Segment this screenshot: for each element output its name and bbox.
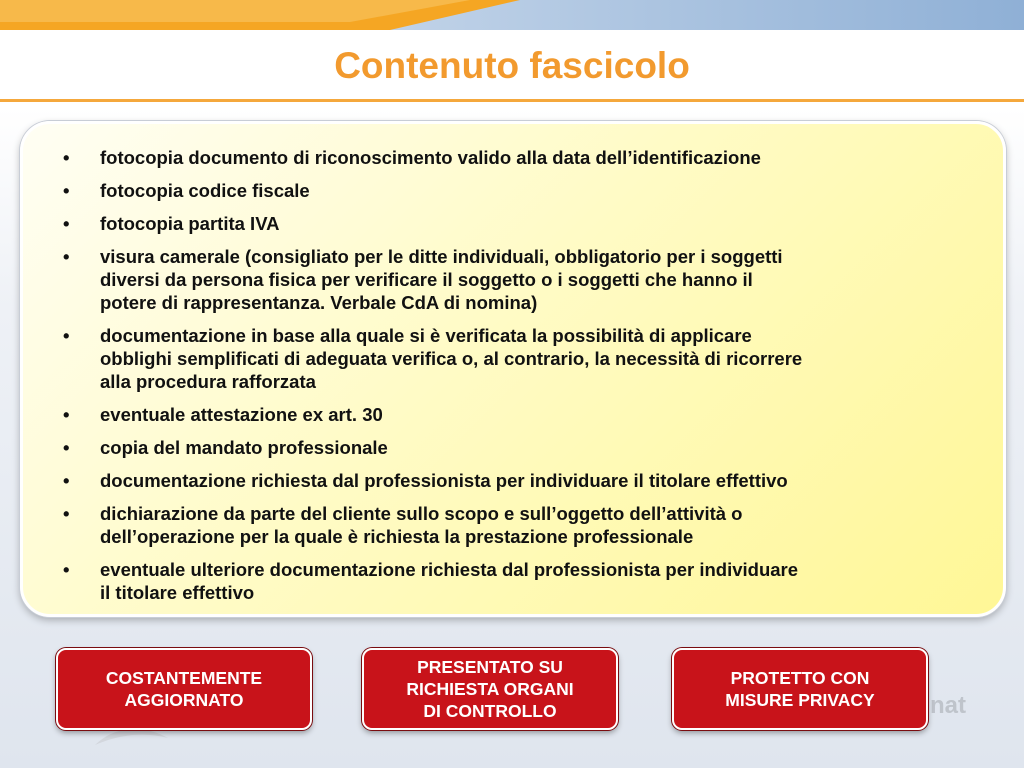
list-item-text: visura camerale (consigliato per le ditte individuali, obbligatorio per i soggetti diversi da persona fisica per verificare il soggetto o i soggetti che hanno il potere di rappresentanza. Verbale CdA di nomina) (100, 246, 783, 313)
list-item-text: fotocopia codice fiscale (100, 180, 310, 201)
header-decoration (0, 0, 1024, 30)
bullet-icon: • (63, 147, 70, 168)
list-item-text: dichiarazione da parte del cliente sullo scopo e sull’oggetto dell’attività o dell’operazione per la quale è richiesta la prestazione professionale (100, 503, 743, 547)
bullet-icon: • (63, 180, 70, 201)
list-item (63, 146, 963, 169)
badge-label: PROTETTO CON MISURE PRIVACY (725, 668, 875, 710)
list-item-text: fotocopia documento di riconoscimento valido alla data dell’identificazione (100, 147, 761, 168)
bullet-icon: • (63, 213, 70, 234)
list-item-text: fotocopia partita IVA (100, 213, 280, 234)
badge-label: COSTANTEMENTE AGGIORNATO (105, 668, 263, 710)
bullet-list (63, 146, 963, 614)
list-item (63, 558, 963, 604)
list-item (63, 245, 963, 314)
list-item (63, 179, 963, 202)
bullet-icon: • (63, 325, 70, 346)
bullet-icon: • (63, 470, 70, 491)
content-panel (20, 121, 1006, 617)
list-item (63, 502, 963, 548)
list-item (63, 324, 963, 393)
bullet-icon: • (63, 404, 70, 425)
title-underline (0, 99, 1024, 102)
bullet-icon: • (63, 559, 70, 580)
badge-aggiornato (56, 648, 312, 730)
list-item (63, 436, 963, 459)
slide-title: Contenuto fascicolo (334, 45, 690, 86)
list-item (63, 212, 963, 235)
bullet-icon: • (63, 437, 70, 458)
list-item-text: copia del mandato professionale (100, 437, 388, 458)
list-item (63, 469, 963, 492)
list-item-text: eventuale ulteriore documentazione richiesta dal professionista per individuare il titolare effettivo (100, 559, 799, 603)
logo-watermark: nat (930, 692, 966, 719)
list-item-text: documentazione richiesta dal professionista per individuare il titolare effettivo (100, 470, 788, 491)
list-item-text: eventuale attestazione ex art. 30 (100, 404, 383, 425)
bullet-icon: • (63, 246, 70, 267)
list-item-text: documentazione in base alla quale si è verificata la possibilità di applicare obblighi semplificati di adeguata verifica o, al contrario, la necessità di ricorrere alla procedura rafforzata (100, 325, 803, 392)
bullet-icon: • (63, 503, 70, 524)
badge-privacy (672, 648, 928, 730)
badge-controllo (362, 648, 618, 730)
list-item (63, 403, 963, 426)
badge-label: PRESENTATO SU RICHIESTA ORGANI DI CONTROLLO (406, 657, 574, 721)
